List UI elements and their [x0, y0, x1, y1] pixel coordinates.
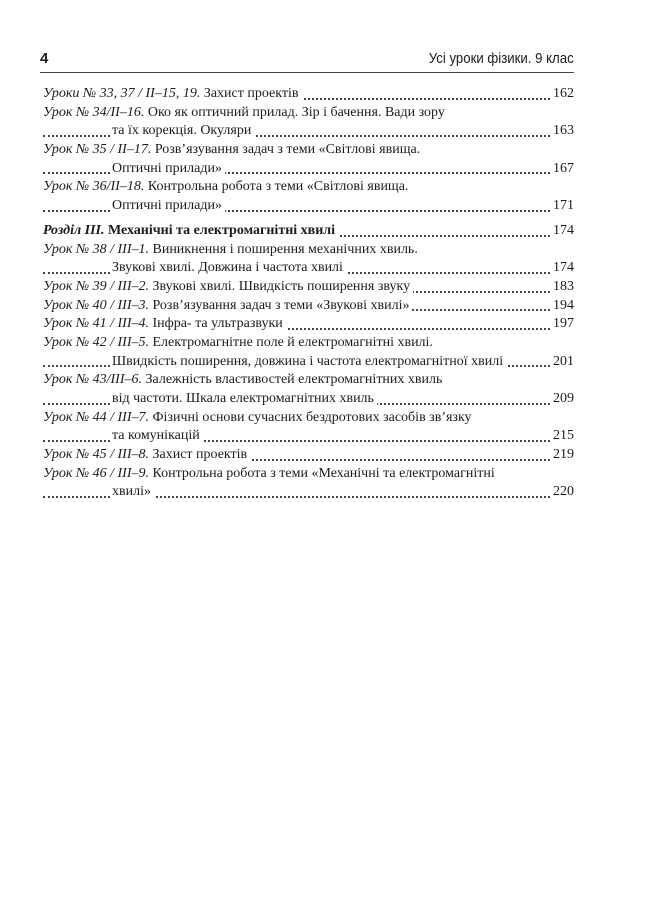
toc-section[interactable]: [43, 222, 574, 241]
entry-title: Електромагнітне поле й електромагнітні хвилі.: [152, 334, 433, 350]
lesson-label: Урок № 38 / III–1.: [43, 241, 149, 257]
lesson-label: Урок № 45 / III–8.: [43, 447, 149, 463]
toc-entry-continuation[interactable]: [43, 353, 574, 372]
entry-title: Розв’язування задач з теми «Звукові хвилі»: [152, 297, 410, 313]
page-ref: 174: [550, 222, 574, 241]
toc-entry[interactable]: [43, 241, 574, 260]
entry-title: Залежність властивостей електромагнітних хвиль: [145, 372, 443, 388]
toc-entry[interactable]: [43, 141, 574, 160]
entry-title: Інфра- та ультразвуки: [152, 316, 283, 332]
entry-title: Виникнення і поширення механічних хвиль.: [152, 241, 418, 257]
page-ref: 171: [550, 197, 574, 216]
page-ref: 220: [550, 483, 574, 502]
entry-title-continued: Швидкість поширення, довжина і частота електромагнітної хвилі: [112, 354, 506, 369]
toc-entry-continuation[interactable]: [43, 122, 574, 141]
toc-entry[interactable]: [43, 104, 574, 123]
entry-title-continued: та комунікацій: [112, 428, 203, 443]
entry-title-continued: Оптичні прилади»: [112, 198, 225, 213]
lesson-label: Урок № 41 / III–4.: [43, 316, 149, 332]
entry-title: Захист проектів: [203, 86, 299, 101]
toc-entry-continuation[interactable]: [43, 483, 574, 502]
entry-title: Звукові хвилі. Швидкість поширення звуку: [152, 278, 411, 294]
page-ref: 167: [550, 160, 574, 179]
toc-entry-continuation[interactable]: [43, 427, 574, 446]
entry-title: Контрольна робота з теми «Механічні та електромагнітні: [152, 465, 495, 481]
table-of-contents: [43, 85, 574, 502]
toc-entry[interactable]: [43, 334, 574, 353]
entry-title-continued: від частоти. Шкала електромагнітних хвиль: [112, 391, 377, 406]
entry-title: Розв’язування задач з теми «Світлові явища.: [154, 142, 421, 158]
entry-title: Контрольна робота з теми «Світлові явища.: [147, 179, 409, 195]
page-ref: 197: [550, 315, 574, 334]
section-label: Розділ III.: [43, 222, 105, 238]
toc-entry[interactable]: [43, 297, 574, 316]
toc-entry[interactable]: [43, 465, 574, 484]
running-title: Усі уроки фізики. 9 клас: [429, 50, 574, 67]
lesson-label: Урок № 44 / III–7.: [43, 409, 149, 425]
toc-entry[interactable]: [43, 446, 574, 465]
entry-title-continued: хвилі»: [112, 484, 154, 499]
entry-title: Захист проектів: [152, 447, 248, 463]
page-ref: 183: [550, 278, 574, 297]
page-ref: 194: [550, 297, 574, 316]
toc-entry[interactable]: [43, 278, 574, 297]
page-ref: 215: [550, 427, 574, 446]
section-title: Механічні та електромагнітні хвилі: [108, 222, 336, 238]
page-ref: 209: [550, 390, 574, 409]
entry-title: Око як оптичний прилад. Зір і бачення. Вади зору: [147, 104, 445, 120]
toc-entry[interactable]: [43, 315, 574, 334]
lesson-label: Урок № 36/II–18.: [43, 179, 145, 195]
toc-entry[interactable]: [43, 178, 574, 197]
toc-entry-continuation[interactable]: [43, 259, 574, 278]
page-ref: 174: [550, 259, 574, 278]
lesson-label: Урок № 40 / III–3.: [43, 297, 149, 313]
lesson-label: Урок № 42 / III–5.: [43, 334, 149, 350]
lesson-label: Урок № 46 / III–9.: [43, 465, 149, 481]
page-number: 4: [40, 50, 49, 67]
lesson-label: Урок № 39 / III–2.: [43, 278, 149, 294]
entry-title: Фізичні основи сучасних бездротових засобів зв’язку: [152, 409, 472, 425]
entry-title-continued: Звукові хвилі. Довжина і частота хвилі: [112, 260, 346, 275]
toc-entry-continuation[interactable]: [43, 160, 574, 179]
lesson-label: Урок № 34/II–16.: [43, 104, 145, 120]
lesson-label: Урок № 35 / II–17.: [43, 142, 152, 158]
toc-entry[interactable]: [43, 409, 574, 428]
page-ref: 201: [550, 353, 574, 372]
entry-title-continued: Оптичні прилади»: [112, 161, 225, 176]
page-ref: 162: [550, 85, 574, 104]
toc-entry-continuation[interactable]: [43, 390, 574, 409]
toc-entry[interactable]: [43, 371, 574, 390]
lesson-label: Уроки № 33, 37 / II–15, 19.: [43, 86, 201, 101]
lesson-label: Урок № 43/III–6.: [43, 372, 142, 388]
toc-entry[interactable]: [43, 85, 574, 104]
page-header: [40, 46, 574, 73]
toc-entry-continuation[interactable]: [43, 197, 574, 216]
entry-title-continued: та їх корекція. Окуляри: [112, 123, 254, 138]
page-ref: 219: [550, 446, 574, 465]
page-ref: 163: [550, 122, 574, 141]
